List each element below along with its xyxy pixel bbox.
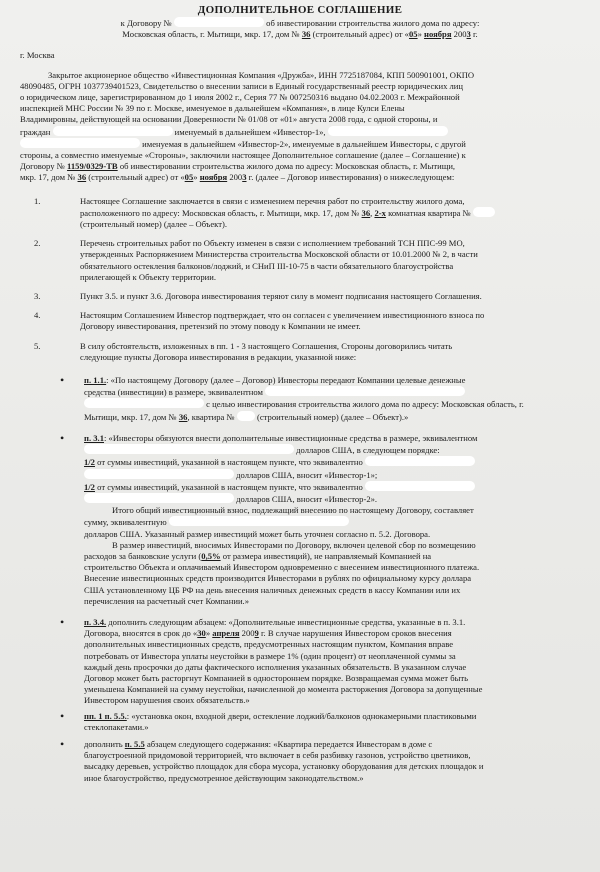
subtitle-text: г. bbox=[473, 29, 478, 40]
point-3-1 bbox=[20, 430, 580, 607]
share-fraction: 1/2 bbox=[84, 481, 95, 492]
subtitle-line-2 bbox=[20, 29, 580, 40]
clause-line: прилегающей к Объекту территории. bbox=[80, 271, 216, 282]
point-line bbox=[84, 481, 562, 493]
point-text: от суммы инвестиций, указанной в настоящем пункте, что эквивалентно bbox=[97, 457, 363, 468]
point-label: пп. 1 п. 5.5. bbox=[84, 710, 127, 721]
document-title: ДОПОЛНИТЕЛЬНОЕ СОГЛАШЕНИЕ bbox=[197, 4, 403, 16]
point-text: : «По настоящему Договору (далее – Договор) Инвесторы передают Компании целевые денежные bbox=[106, 375, 466, 386]
intro-line bbox=[20, 161, 580, 172]
bullet-icon: • bbox=[60, 708, 65, 723]
point-text: расходов за банковские услуги ( bbox=[84, 550, 202, 561]
redacted-amount bbox=[84, 469, 234, 479]
contract-year: 200 bbox=[453, 29, 467, 40]
intro-line: Закрытое акционерное общество «Инвестиционная Компания «Дружба», ИНН 7725187084, КПП 500901001, ОКПО bbox=[48, 69, 475, 80]
intro-line: инспекцией МНС России № 39 по г. Москве, именуемое в дальнейшем «Компания», в лице Кулси Елены bbox=[20, 103, 405, 114]
point-line: долларов США. Указанный размер инвестиций может быть уточнен согласно п. 5.2. Договора. bbox=[84, 528, 431, 539]
subtitle-text: к Договору № bbox=[120, 18, 172, 28]
clause-text: комнатная квартира № bbox=[388, 207, 471, 218]
point-label: п. 5.5 bbox=[124, 738, 145, 749]
clause-line: Настоящее Соглашение заключается в связи с изменением перечня работ по строительству жилого дома, bbox=[80, 195, 465, 206]
subtitle-text: (строительный адрес) от « bbox=[312, 29, 409, 40]
intro-line: о юридическом лице, зарегистрированном до 1 июля 2002 г., Серия 77 № 007250316 выдано 04.02.2003 г. Межрайонной bbox=[20, 92, 460, 103]
clause-line: Перечень строительных работ по Объекту изменен в связи с исполнением требований ТСН ППС-99 МО, bbox=[80, 238, 465, 249]
point-line: иное благоустройство, предусмотренное действующим законодательством.» bbox=[84, 772, 364, 783]
bullet-icon: • bbox=[60, 736, 65, 751]
point-text: (строительный номер) (далее – Объект).» bbox=[256, 411, 409, 422]
point-text: долларов США, вносит «Инвестор-2». bbox=[236, 493, 378, 504]
redacted-amount bbox=[365, 481, 475, 491]
point-line bbox=[84, 433, 562, 444]
redacted-amount bbox=[84, 398, 204, 408]
intro-line: Владимировны, действующей на основании Доверенности № 01/08 от «01» августа 2008 года, с одной стороны, и bbox=[20, 114, 438, 125]
clause-line: утвержденных Распоряжением Министерства строительства Московской области от 10.01.2000 № 2, в части bbox=[80, 249, 478, 260]
point-line: перечисления на расчетный счет Компании.» bbox=[84, 595, 249, 606]
share-fraction: 1/2 bbox=[84, 457, 95, 468]
point-line: высадку деревьев, устройство площадок для сбора мусора, установку оборудования для детских площадок и bbox=[84, 761, 484, 772]
intro-line bbox=[20, 172, 580, 183]
clause-text: , bbox=[370, 207, 373, 218]
clause-line: Пункт 3.5. и пункт 3.6. Договора инвестирования теряют силу в момент подписания настоящего Соглашения. bbox=[80, 291, 482, 302]
point-text: сумму, эквивалентную bbox=[84, 517, 167, 528]
house-number: 36 bbox=[178, 411, 188, 422]
redacted-amount bbox=[84, 493, 234, 503]
clause-number: 3. bbox=[34, 291, 41, 302]
point-line: Инвестором нарушения своих обязательств.» bbox=[84, 695, 250, 706]
clause-line: В силу обстоятельств, изложенных в пп. 1 - 3 настоящего Соглашения, Стороны договорились читать bbox=[80, 340, 453, 351]
point-line bbox=[84, 398, 562, 410]
clause-line bbox=[80, 207, 580, 219]
point-text: Мытищи, мкр. 17, дом № bbox=[84, 411, 177, 422]
intro-text: (строительный адрес) от « bbox=[88, 172, 185, 183]
intro-text: Договору № bbox=[20, 161, 65, 172]
clause-number: 4. bbox=[34, 310, 41, 321]
point-text: , квартира № bbox=[187, 411, 235, 422]
intro-text: именуемая в дальнейшем «Инвестор-2», именуемые в дальнейшем Инвесторы, с другой bbox=[142, 138, 466, 149]
point-line bbox=[84, 456, 562, 468]
point-line bbox=[84, 617, 562, 628]
bullet-icon: • bbox=[60, 430, 65, 445]
contract-day: 05 bbox=[408, 29, 418, 40]
point-line bbox=[84, 628, 562, 639]
point-line bbox=[84, 551, 562, 562]
point-text: Договора, вносятся в срок до « bbox=[84, 628, 198, 639]
intro-text: об инвестировании строительства жилого дома по адресу: Московская область, г. Мытищи, bbox=[119, 161, 456, 172]
clause-text: расположенного по адресу: Московская область, г. Мытищи, мкр. 17, дом № bbox=[80, 207, 360, 218]
point-text: долларов США, вносит «Инвестор-1»; bbox=[236, 469, 378, 480]
point-line: каждый день просрочки до даты фактического исполнения указанных обязательств. В указанном случае bbox=[84, 661, 467, 672]
subtitle-line-1 bbox=[20, 17, 580, 29]
redacted-amount bbox=[84, 444, 294, 454]
point-text: дополнить bbox=[84, 738, 123, 749]
clause-number: 5. bbox=[34, 340, 41, 351]
intro-text: именуемый в дальнейшем «Инвестор-1», bbox=[174, 126, 326, 137]
redacted-amount bbox=[265, 386, 465, 396]
clause-5 bbox=[20, 341, 580, 363]
deadline-year-digit: 9 bbox=[254, 628, 259, 639]
point-line: США установленному ЦБ РФ на день внесения наличных денежных средств в кассу Компании или их bbox=[84, 584, 461, 595]
deadline-month: апреля bbox=[212, 628, 240, 639]
bullet-icon: • bbox=[60, 614, 65, 629]
contract-year: 200 bbox=[229, 172, 243, 183]
intro-text: мкр. 17, дом № bbox=[20, 172, 76, 183]
redacted-investor-1-details bbox=[328, 126, 448, 136]
house-number: 36 bbox=[77, 172, 87, 183]
point-label: п. 3.4. bbox=[84, 616, 107, 627]
redacted-amount bbox=[169, 516, 349, 526]
point-text: долларов США, в следующем порядке: bbox=[296, 445, 440, 456]
point-1-1 bbox=[20, 375, 580, 423]
point-line: Договор может быть расторгнут Компанией в одностороннем порядке. Возвращаемая сумма может быть bbox=[84, 672, 469, 683]
point-line bbox=[84, 469, 562, 481]
clause-2 bbox=[20, 238, 580, 283]
intro-line: 48090485, ОГРН 1037739401523, Свидетельство о внесении записи в Единый государственный реестр юридических лиц bbox=[20, 80, 464, 91]
point-text: : «установка окон, входной двери, остекление лоджий/балконов однокамерными пластиковыми bbox=[126, 710, 477, 721]
bullet-icon: • bbox=[60, 373, 65, 388]
point-line bbox=[84, 386, 562, 398]
point-text: от размера инвестиций), не направляемый Компанией на bbox=[222, 550, 432, 561]
point-text: с целью инвестирования строительства жилого дома по адресу: Московская область, г. bbox=[206, 399, 524, 410]
point-text: средства (инвестиции) в размере, эквивалентном bbox=[84, 387, 263, 398]
point-text: г. В случае нарушения Инвестором сроков внесения bbox=[260, 628, 452, 639]
intro-line bbox=[20, 126, 580, 138]
point-text: » bbox=[205, 628, 211, 639]
clause-line: (строительный номер) (далее – Объект). bbox=[80, 219, 228, 230]
subtitle-text: об инвестировании строительства жилого дома по адресу: bbox=[266, 18, 480, 28]
point-line: уменьшена Компанией на сумму неустойки, начисленной до момента расторжения Договора за допущенные bbox=[84, 684, 483, 695]
contract-number: 1159/0329-ТВ bbox=[67, 161, 118, 172]
contract-month: ноября bbox=[199, 172, 228, 183]
city: г. Москва bbox=[20, 50, 55, 61]
point-line bbox=[84, 711, 562, 722]
clause-1 bbox=[20, 196, 580, 231]
redacted-investor-1 bbox=[53, 126, 173, 136]
redacted-investor-2 bbox=[20, 138, 140, 148]
point-text: от суммы инвестиций, указанной в настоящем пункте, что эквивалентно bbox=[97, 481, 363, 492]
rooms-count: 2-х bbox=[374, 207, 386, 218]
point-line: В размер инвестиций, вносимых Инвесторами по Договору, включен целевой сбор по возмещению bbox=[112, 539, 476, 550]
point-3-4 bbox=[20, 614, 580, 707]
contract-month: ноября bbox=[424, 29, 452, 40]
intro-text: » bbox=[193, 172, 198, 183]
point-label: п. 1.1. bbox=[84, 375, 107, 386]
point-line bbox=[84, 493, 562, 505]
intro-text: г. (далее – Договор инвестирования) о нижеследующем: bbox=[248, 172, 455, 183]
point-label: п. 3.1 bbox=[84, 432, 104, 443]
point-1-5-5 bbox=[20, 708, 580, 733]
clause-number: 1. bbox=[34, 195, 41, 206]
point-text: абзацем следующего содержания: «Квартира передается Инвесторам в доме с bbox=[146, 738, 433, 749]
point-line: строительство Объекта и оплачиваемый Инвестором одновременно с внесением инвестиционного платежа. bbox=[84, 562, 480, 573]
contract-year-digit: 3 bbox=[466, 29, 471, 40]
contract-day: 05 bbox=[184, 172, 194, 183]
clause-number: 2. bbox=[34, 238, 41, 249]
deadline-year: 200 bbox=[241, 628, 255, 639]
redacted-amount bbox=[365, 456, 475, 466]
intro-line: стороны, а совместно именуемые «Стороны», заключили настоящее Дополнительное соглашение (далее – Соглашение) к bbox=[20, 150, 466, 161]
subtitle-text: Московская область, г. Мытищи, мкр. 17, дом № bbox=[122, 29, 300, 40]
fee-percent: 0,5% bbox=[201, 550, 221, 561]
point-5-5 bbox=[20, 736, 580, 784]
point-line bbox=[84, 411, 562, 423]
house-number: 36 bbox=[301, 29, 311, 40]
point-line bbox=[84, 739, 562, 750]
redacted-apartment-number bbox=[237, 411, 255, 421]
point-line bbox=[84, 516, 562, 528]
point-line bbox=[84, 444, 562, 456]
point-line: Итого общий инвестиционный взнос, подлежащий внесению по настоящему Договору, составляет bbox=[112, 505, 474, 516]
intro-paragraph bbox=[20, 70, 580, 184]
point-text: дополнить следующим абзацем: «Дополнительные инвестиционные средства, указанные в п. 3.1. bbox=[108, 616, 466, 627]
point-line: дополнительных инвестиционных средств, предусмотренных настоящим пунктом, Компания вправе bbox=[84, 639, 454, 650]
clause-line: обязательного остекления балконов/лоджий, и СНиП III-10-75 в части обязательного благоустройства bbox=[80, 260, 454, 271]
intro-text: граждан bbox=[20, 126, 51, 137]
point-line: потребовать от Инвестора уплаты неустойки в размере 1% (один процент) от неоплаченной суммы за bbox=[84, 650, 456, 661]
clause-line: Договору инвестирования, претензий по этому поводу к Компании не имеет. bbox=[80, 321, 361, 332]
deadline-day: 30 bbox=[197, 628, 206, 639]
house-number: 36 bbox=[361, 207, 371, 218]
point-text: : «Инвесторы обязуются внести дополнительные инвестиционные средства в размере, эквивалентном bbox=[104, 432, 478, 443]
point-line: стеклопакетами.» bbox=[84, 721, 149, 732]
intro-line bbox=[20, 138, 580, 150]
subtitle-text: » bbox=[417, 29, 422, 40]
point-line bbox=[84, 375, 562, 386]
clause-4 bbox=[20, 310, 580, 332]
redacted-apartment-number bbox=[473, 207, 495, 217]
redacted-contract-number bbox=[174, 17, 264, 27]
clause-line: следующие пункты Договора инвестирования в редакции, указанной ниже: bbox=[80, 351, 357, 362]
clause-3 bbox=[20, 291, 580, 302]
point-line: Внесение инвестиционных средств производится Инвесторами в рублях по официальному курсу доллара bbox=[84, 573, 472, 584]
contract-year-digit: 3 bbox=[242, 172, 247, 183]
clause-line: Настоящим Соглашением Инвестор подтверждает, что он согласен с увеличением инвестиционного взноса по bbox=[80, 310, 485, 321]
point-line: благоустроенной придомовой территорией, что включает в себя разбивку газонов, устройство цветников, bbox=[84, 750, 471, 761]
